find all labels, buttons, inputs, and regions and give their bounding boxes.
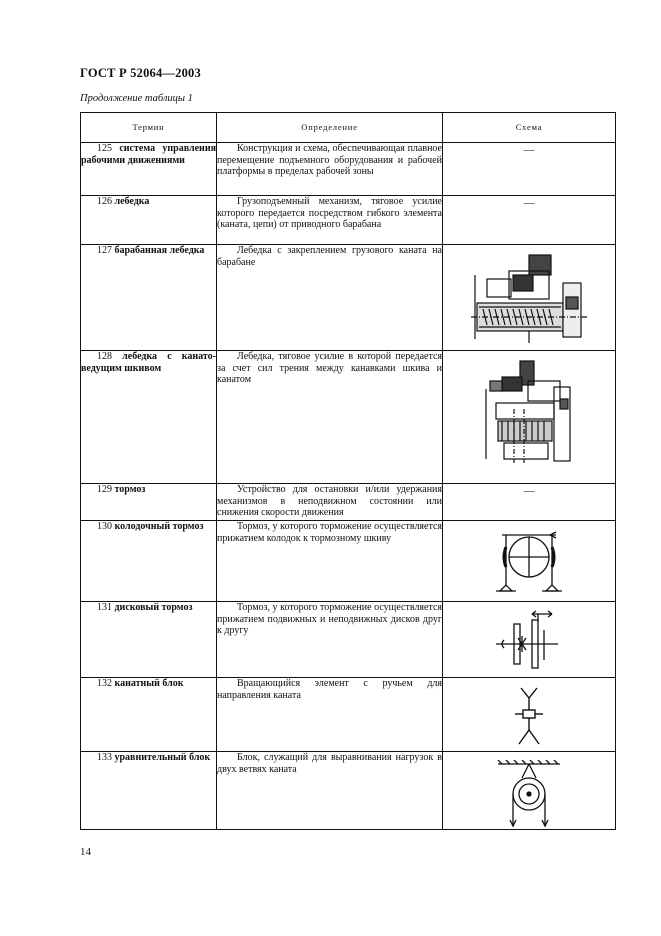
shoe-brake-diagram-icon (494, 529, 564, 595)
term-name: система управления рабочими движениями (81, 143, 216, 166)
term-number: 130 (97, 521, 112, 532)
disc-brake-diagram-icon (494, 610, 564, 670)
term-number: 127 (97, 245, 112, 256)
definition-cell (217, 484, 443, 521)
definition-cell (217, 521, 443, 602)
definition-text: Вращающийся элемент с ручьем для направления каната (217, 678, 442, 701)
term-number: 125 (97, 143, 112, 154)
column-header-definition: Определение (217, 113, 443, 143)
definition-text: Устройство для остановки и/или удержания механизмов в неподвижном состоянии или снижения скорости движения (217, 484, 442, 518)
term-number: 133 (97, 752, 112, 763)
term-cell (81, 351, 217, 484)
schema-cell (443, 752, 616, 830)
definition-text: Тормоз, у которого торможение осуществляется прижатием подвижных и неподвижных дисков друг к другу (217, 602, 442, 636)
standard-title: ГОСТ Р 52064—2003 (80, 66, 201, 80)
term-name: колодочный тормоз (114, 521, 204, 532)
term-cell (81, 521, 217, 602)
term-number: 126 (97, 196, 112, 207)
table-row (81, 196, 616, 245)
schema-cell (443, 143, 616, 196)
table-row (81, 752, 616, 830)
definition-text: Лебедка с закреплением грузового каната на барабане (217, 245, 442, 268)
term-cell (81, 143, 217, 196)
term-cell (81, 484, 217, 521)
schema-dash: — (523, 144, 535, 156)
table-row (81, 678, 616, 752)
term-name: лебедка с канато-ведущим шкивом (81, 351, 217, 374)
table-row (81, 351, 616, 484)
equalizing-pulley-diagram-icon (494, 760, 564, 828)
schema-dash: — (523, 197, 535, 209)
definition-text: Блок, служащий для выравнивания нагрузок в двух ветвях каната (217, 752, 442, 775)
term-cell (81, 602, 217, 678)
term-number: 129 (97, 484, 112, 495)
term-name: канатный блок (114, 678, 184, 689)
schema-cell (443, 196, 616, 245)
definition-text: Грузоподъемный механизм, тяговое усилие которого передается посредством гибкого элемента (каната, цепи) от приводного барабана (217, 196, 442, 230)
schema-cell (443, 484, 616, 521)
definition-cell (217, 245, 443, 351)
table-row (81, 143, 616, 196)
term-number: 128 (97, 351, 112, 362)
definition-cell (217, 752, 443, 830)
table-row (81, 484, 616, 521)
definition-cell (217, 143, 443, 196)
table-row (81, 602, 616, 678)
term-name: дисковый тормоз (114, 602, 193, 613)
table-row (81, 245, 616, 351)
schema-cell (443, 351, 616, 484)
term-name: барабанная лебедка (114, 245, 205, 256)
term-cell (81, 245, 217, 351)
term-name: тормоз (114, 484, 146, 495)
schema-cell (443, 678, 616, 752)
term-cell (81, 196, 217, 245)
definition-cell (217, 602, 443, 678)
definition-text: Конструкция и схема, обеспечивающая плавное перемещение подъемного оборудования и рабочей платформы в пределах рабочей зоны (217, 143, 442, 177)
term-name: уравнительный блок (114, 752, 211, 763)
definition-text: Лебедка, тяговое усилие в которой передается за счет сил трения между канавками шкива и канатом (217, 351, 442, 385)
rope-pulley-diagram-icon (509, 686, 549, 746)
schema-dash: — (523, 485, 535, 497)
table-header-row (81, 113, 616, 143)
term-cell (81, 752, 217, 830)
schema-cell (443, 602, 616, 678)
page-number: 14 (80, 846, 91, 858)
term-name: лебедка (114, 196, 150, 207)
definition-text: Тормоз, у которого торможение осуществляется прижатием колодок к тормозному шкиву (217, 521, 442, 544)
definition-cell (217, 196, 443, 245)
table-caption: Продолжение таблицы 1 (80, 93, 193, 104)
table-row (81, 521, 616, 602)
schema-cell (443, 245, 616, 351)
term-number: 131 (97, 602, 112, 613)
column-header-schema: Схема (443, 113, 616, 143)
schema-cell (443, 521, 616, 602)
traction-sheave-winch-diagram-icon (484, 359, 574, 467)
term-cell (81, 678, 217, 752)
drum-winch-diagram-icon (469, 253, 589, 345)
term-number: 132 (97, 678, 112, 689)
definition-cell (217, 678, 443, 752)
terms-table (80, 112, 616, 830)
definition-cell (217, 351, 443, 484)
column-header-term: Термин (81, 113, 217, 143)
